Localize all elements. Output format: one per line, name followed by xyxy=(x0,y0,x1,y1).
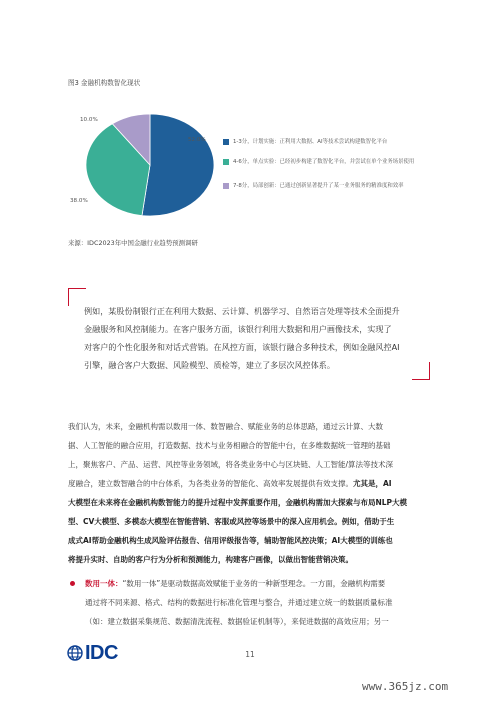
body-line: 型、CV大模型、多模态大模型在智能营销、客服或风控等场景中的深入应用机会。例如，借助于生 xyxy=(68,517,395,526)
body-line: 将提升实时、自助的客户行为分析和预测能力，构建客户画像，以做出智能营销决策。 xyxy=(68,555,353,564)
pie-label-10: 10.0% xyxy=(80,117,98,123)
corner-mark xyxy=(429,362,430,380)
bullet-dot xyxy=(70,581,75,586)
pie-label-38: 38.0% xyxy=(70,198,88,204)
body-line: 据、人工智能的融合应用，打造数据、技术与业务相融合的智能中台，在多维数据统一管理的基础 xyxy=(68,441,391,450)
pie-slice-0 xyxy=(142,114,214,216)
quote-line: 例如，某股份制银行正在利用大数据、云计算、机器学习、自然语言处理等技术全面提升 xyxy=(84,306,400,316)
body-line: 我们认为，未来，金融机构需以数用一体、数智融合、赋能业务的总体思路，通过云计算、大数 xyxy=(68,422,383,431)
page-number: 11 xyxy=(245,650,255,659)
body-line: 度融合，建立数智融合的中台体系，为各类业务的智能化、高效率发展提供有效支撑。尤其是，AI xyxy=(68,479,392,488)
legend-label: 7-8分，局部创新：已通过创新显著提升了某一业务服务的精准度和效率 xyxy=(233,183,404,189)
figure-source: 来源：IDC2023年中国金融行业趋势预测调研 xyxy=(68,239,198,247)
legend-swatch xyxy=(223,139,229,145)
legend-swatch xyxy=(223,183,229,189)
bullet-line: 通过将不同来源、格式、结构的数据进行标准化管理与整合，并通过建立统一的数据质量标准 xyxy=(85,598,393,607)
pie-label-52: 52.0% xyxy=(188,137,206,143)
globe-icon xyxy=(67,645,83,661)
pie-chart xyxy=(84,112,216,218)
quote-box xyxy=(68,288,430,380)
quote-line: 引擎，融合客户大数据、风险模型、质检等，建立了多层次风控体系。 xyxy=(84,360,335,370)
watermark: www.365jz.com xyxy=(362,680,449,693)
body-line: 上，聚焦客户、产品、运营、风控等业务领域，将各类业务中心与区块链、人工智能/算法等技术深 xyxy=(68,460,394,469)
body-line: 大模型在未来将在金融机构数智能力的提升过程中发挥重要作用，金融机构需加大探索与布局NLP大模 xyxy=(68,498,408,507)
idc-logo xyxy=(67,642,129,664)
body-line: 成式AI帮助金融机构生成风险评估报告、信用评级报告等，辅助智能风控决策；AI大模型的训练也 xyxy=(68,536,393,545)
quote-line: 金融服务和风控制能力。在客户服务方面，该银行利用大数据和用户画像技术，实现了 xyxy=(84,324,392,334)
corner-mark xyxy=(68,288,69,306)
legend-label: 1-3分，计划实施：正利用大数据、AI等技术尝试构建数智化平台 xyxy=(233,139,388,145)
corner-mark xyxy=(412,379,430,380)
corner-mark xyxy=(68,288,86,289)
legend-swatch xyxy=(223,159,229,165)
figure-title: 图3 金融机构数智化现状 xyxy=(68,79,141,87)
bullet-line: 数用一体：“数用一体”是驱动数据高效赋能于业务的一种新型理念。一方面，金融机构需要 xyxy=(85,579,386,588)
logo-text: IDC xyxy=(85,642,118,664)
quote-line: 对客户的个性化服务和对话式营销。在风控方面，该银行融合多种技术，例如金融风控AI xyxy=(84,342,400,352)
legend-label: 4-6分，单点实验：已经初步构建了数智化平台，并尝试在单个业务场景使用 xyxy=(233,159,415,165)
bullet-line: （如：建立数据采集规范、数据清洗流程、数据验证机制等），来促进数据的高效应用；另一 xyxy=(85,617,389,626)
